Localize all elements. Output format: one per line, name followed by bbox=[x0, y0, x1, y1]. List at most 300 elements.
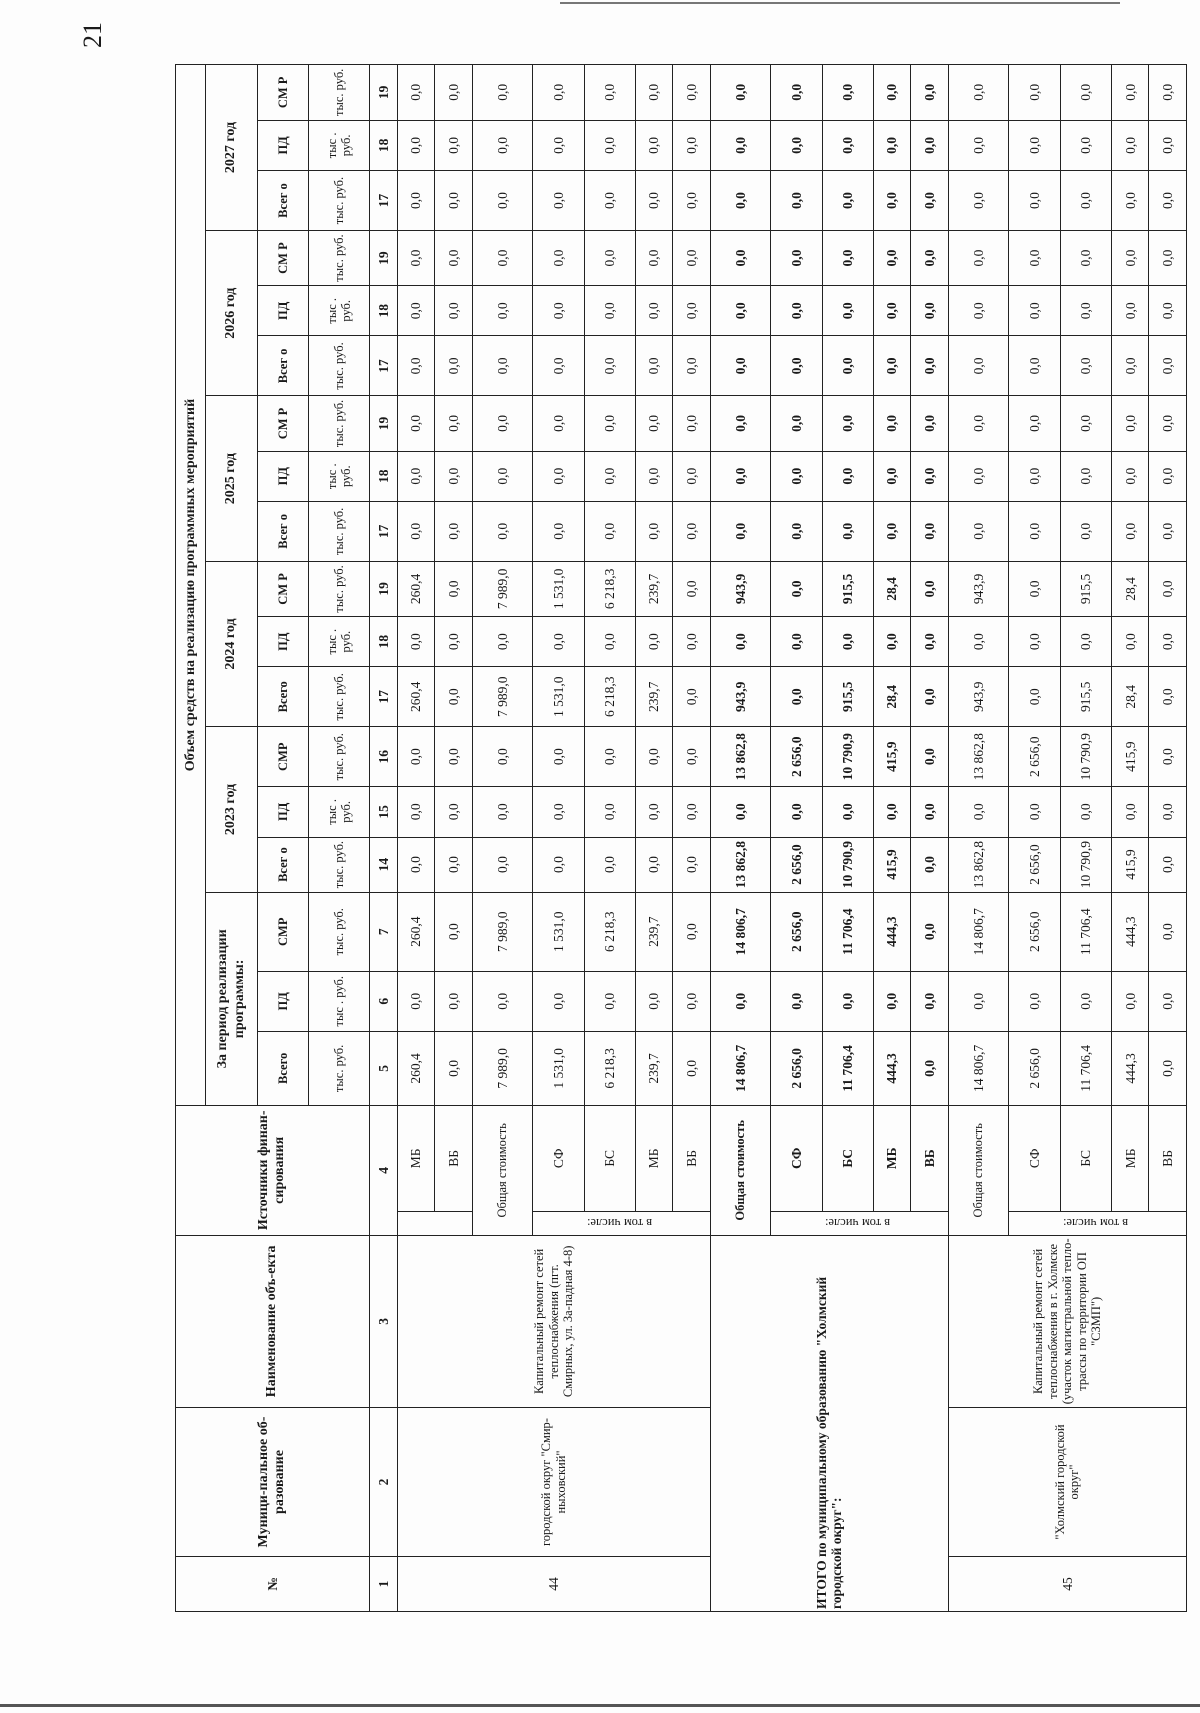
hdr-unit: тыс. руб. bbox=[309, 501, 370, 561]
value-cell-zero: 0,0 bbox=[710, 396, 771, 451]
finance-source-vb: ВБ bbox=[673, 1106, 710, 1212]
value-cell: 415,9 bbox=[874, 837, 911, 892]
value-cell-zero: 0,0 bbox=[1009, 451, 1060, 501]
col-number: 18 bbox=[369, 451, 397, 501]
including-label bbox=[771, 1211, 948, 1235]
value-cell-zero: 0,0 bbox=[822, 65, 873, 121]
value-cell: 0,0 bbox=[911, 727, 948, 787]
value-cell-zero: 0,0 bbox=[874, 286, 911, 336]
value-cell: 415,9 bbox=[1112, 837, 1149, 892]
value-cell-zero: 0,0 bbox=[635, 120, 672, 170]
value-cell-zero: 0,0 bbox=[771, 286, 822, 336]
value-cell-zero: 0,0 bbox=[673, 451, 710, 501]
hdr-col-pd: ПД bbox=[257, 616, 308, 666]
value-cell-zero: 0,0 bbox=[533, 451, 584, 501]
col-number: 17 bbox=[369, 667, 397, 727]
value-cell-zero: 0,0 bbox=[673, 501, 710, 561]
municipality-cell: "Холмский городской округ" bbox=[948, 1408, 1186, 1557]
value-cell-zero: 0,0 bbox=[635, 336, 672, 396]
value-cell: 2 656,0 bbox=[1009, 727, 1060, 787]
municipality-cell: городской округ "Смир-ныховский" bbox=[397, 1408, 710, 1557]
value-cell: 10 790,9 bbox=[1060, 837, 1111, 892]
value-cell: 0,0 bbox=[822, 787, 873, 837]
finance-source-sf: СФ bbox=[1009, 1106, 1060, 1212]
value-cell: 0,0 bbox=[635, 727, 672, 787]
value-cell-zero: 0,0 bbox=[1009, 501, 1060, 561]
value-cell-zero: 0,0 bbox=[822, 286, 873, 336]
value-cell-zero: 0,0 bbox=[584, 396, 635, 451]
value-cell-zero: 0,0 bbox=[533, 501, 584, 561]
value-cell-zero: 0,0 bbox=[710, 65, 771, 121]
hdr-col-smr-split: СМ Р bbox=[257, 396, 308, 451]
value-cell-zero: 0,0 bbox=[472, 286, 533, 336]
col-number: 3 bbox=[369, 1235, 397, 1408]
col-number: 18 bbox=[369, 120, 397, 170]
value-cell-zero: 0,0 bbox=[584, 451, 635, 501]
value-cell-zero: 0,0 bbox=[673, 120, 710, 170]
value-cell: 1 531,0 bbox=[533, 561, 584, 616]
value-cell-zero: 0,0 bbox=[533, 286, 584, 336]
value-cell-zero: 0,0 bbox=[822, 171, 873, 231]
value-cell-zero: 0,0 bbox=[948, 286, 1009, 336]
value-cell: 0,0 bbox=[948, 971, 1009, 1031]
value-cell-zero: 0,0 bbox=[1009, 120, 1060, 170]
value-cell-zero: 0,0 bbox=[397, 396, 434, 451]
value-cell-zero: 0,0 bbox=[533, 230, 584, 285]
value-cell-zero: 0,0 bbox=[435, 396, 472, 451]
value-cell: 0,0 bbox=[1149, 667, 1187, 727]
value-cell: 0,0 bbox=[1149, 1031, 1187, 1105]
value-cell-zero: 0,0 bbox=[710, 230, 771, 285]
value-cell: 0,0 bbox=[1149, 892, 1187, 971]
hdr-unit: тыс . руб. bbox=[309, 616, 370, 666]
hdr-num: № bbox=[176, 1556, 370, 1611]
value-cell: 6 218,3 bbox=[584, 561, 635, 616]
value-cell-zero: 0,0 bbox=[874, 120, 911, 170]
finance-source-mb: МБ bbox=[397, 1106, 434, 1212]
value-cell: 0,0 bbox=[673, 1031, 710, 1105]
finance-source-bs: БС bbox=[1060, 1106, 1111, 1212]
value-cell-zero: 0,0 bbox=[874, 396, 911, 451]
including-label-text: в том числе: bbox=[1063, 1216, 1129, 1231]
value-cell: 260,4 bbox=[397, 667, 434, 727]
value-cell: 0,0 bbox=[533, 787, 584, 837]
value-cell-zero: 0,0 bbox=[1009, 171, 1060, 231]
value-cell: 0,0 bbox=[1060, 971, 1111, 1031]
value-cell: 7 989,0 bbox=[472, 561, 533, 616]
value-cell: 7 989,0 bbox=[472, 892, 533, 971]
value-cell-zero: 0,0 bbox=[1149, 451, 1187, 501]
value-cell-zero: 0,0 bbox=[1149, 171, 1187, 231]
value-cell: 28,4 bbox=[874, 667, 911, 727]
value-cell: 13 862,8 bbox=[710, 837, 771, 892]
value-cell: 0,0 bbox=[673, 616, 710, 666]
finance-source-sf: СФ bbox=[771, 1106, 822, 1212]
value-cell: 10 790,9 bbox=[822, 727, 873, 787]
value-cell: 0,0 bbox=[533, 727, 584, 787]
including-label bbox=[1009, 1211, 1187, 1235]
value-cell-zero: 0,0 bbox=[397, 120, 434, 170]
value-cell-zero: 0,0 bbox=[1009, 336, 1060, 396]
value-cell-zero: 0,0 bbox=[1112, 120, 1149, 170]
value-cell: 943,9 bbox=[710, 667, 771, 727]
value-cell: 0,0 bbox=[584, 837, 635, 892]
value-cell-zero: 0,0 bbox=[1112, 501, 1149, 561]
value-cell-zero: 0,0 bbox=[874, 501, 911, 561]
col-number: 17 bbox=[369, 501, 397, 561]
hdr-unit: тыс. руб. bbox=[309, 65, 370, 121]
hdr-unit: тыс . руб. bbox=[309, 286, 370, 336]
value-cell-zero: 0,0 bbox=[673, 396, 710, 451]
value-cell-zero: 0,0 bbox=[635, 451, 672, 501]
value-cell: 14 806,7 bbox=[710, 1031, 771, 1105]
value-cell: 0,0 bbox=[1149, 616, 1187, 666]
col-number: 14 bbox=[369, 837, 397, 892]
value-cell: 0,0 bbox=[771, 971, 822, 1031]
value-cell-zero: 0,0 bbox=[911, 120, 948, 170]
value-cell-zero: 0,0 bbox=[710, 120, 771, 170]
value-cell: 0,0 bbox=[771, 561, 822, 616]
value-cell: 0,0 bbox=[472, 787, 533, 837]
hdr-year-2024: 2024 год bbox=[206, 561, 257, 726]
value-cell: 6 218,3 bbox=[584, 892, 635, 971]
value-cell: 0,0 bbox=[435, 667, 472, 727]
value-cell-zero: 0,0 bbox=[635, 171, 672, 231]
value-cell-zero: 0,0 bbox=[533, 171, 584, 231]
value-cell: 415,9 bbox=[874, 727, 911, 787]
value-cell-zero: 0,0 bbox=[1009, 286, 1060, 336]
hdr-col-vsego: Всего bbox=[257, 1031, 308, 1105]
col-number: 18 bbox=[369, 616, 397, 666]
value-cell-zero: 0,0 bbox=[948, 171, 1009, 231]
value-cell: 11 706,4 bbox=[1060, 1031, 1111, 1105]
value-cell: 0,0 bbox=[1060, 787, 1111, 837]
value-cell-zero: 0,0 bbox=[435, 120, 472, 170]
hdr-col-pd: ПД bbox=[257, 120, 308, 170]
value-cell: 915,5 bbox=[822, 667, 873, 727]
hdr-year-2025: 2025 год bbox=[206, 396, 257, 561]
value-cell-zero: 0,0 bbox=[673, 171, 710, 231]
value-cell-zero: 0,0 bbox=[948, 451, 1009, 501]
value-cell: 0,0 bbox=[397, 787, 434, 837]
value-cell: 0,0 bbox=[911, 667, 948, 727]
value-cell: 11 706,4 bbox=[1060, 892, 1111, 971]
value-cell: 0,0 bbox=[911, 892, 948, 971]
hdr-unit: тыс. руб. bbox=[309, 171, 370, 231]
object-name-cell: Капитальный ремонт сетей теплоснабжения в г. Холмске (участок магистральной тепло-трассы по территории ОП "СЗМП") bbox=[948, 1235, 1186, 1408]
finance-source-vb: ВБ bbox=[1149, 1106, 1187, 1212]
including-label-text: в том числе: bbox=[825, 1216, 891, 1231]
hdr-col-pd: ПД bbox=[257, 787, 308, 837]
value-cell-zero: 0,0 bbox=[710, 171, 771, 231]
value-cell: 1 531,0 bbox=[533, 1031, 584, 1105]
value-cell-zero: 0,0 bbox=[584, 286, 635, 336]
value-cell-zero: 0,0 bbox=[584, 230, 635, 285]
value-cell: 14 806,7 bbox=[948, 1031, 1009, 1105]
value-cell: 0,0 bbox=[435, 1031, 472, 1105]
hdr-object-name: Наименование объ-екта bbox=[176, 1235, 370, 1408]
value-cell: 0,0 bbox=[635, 971, 672, 1031]
value-cell: 0,0 bbox=[771, 616, 822, 666]
value-cell-zero: 0,0 bbox=[435, 336, 472, 396]
value-cell: 28,4 bbox=[874, 561, 911, 616]
value-cell-zero: 0,0 bbox=[435, 171, 472, 231]
finance-source-total_cost: Общая стоимость bbox=[948, 1106, 1009, 1235]
value-cell-zero: 0,0 bbox=[771, 451, 822, 501]
value-cell: 444,3 bbox=[1112, 1031, 1149, 1105]
including-label bbox=[533, 1211, 710, 1235]
value-cell: 0,0 bbox=[673, 971, 710, 1031]
value-cell-zero: 0,0 bbox=[472, 230, 533, 285]
value-cell-zero: 0,0 bbox=[1060, 396, 1111, 451]
value-cell: 0,0 bbox=[822, 971, 873, 1031]
value-cell: 0,0 bbox=[911, 561, 948, 616]
value-cell-zero: 0,0 bbox=[533, 120, 584, 170]
value-cell-zero: 0,0 bbox=[397, 171, 434, 231]
hdr-finance-source: Источники финан-сирования bbox=[176, 1106, 370, 1235]
value-cell-zero: 0,0 bbox=[948, 396, 1009, 451]
value-cell: 6 218,3 bbox=[584, 1031, 635, 1105]
hdr-unit: тыс. руб. bbox=[309, 561, 370, 616]
value-cell: 0,0 bbox=[911, 1031, 948, 1105]
value-cell-zero: 0,0 bbox=[1112, 336, 1149, 396]
value-cell: 0,0 bbox=[1112, 971, 1149, 1031]
value-cell-zero: 0,0 bbox=[472, 451, 533, 501]
value-cell: 0,0 bbox=[1112, 616, 1149, 666]
value-cell-zero: 0,0 bbox=[635, 396, 672, 451]
value-cell-zero: 0,0 bbox=[1112, 171, 1149, 231]
value-cell-zero: 0,0 bbox=[822, 120, 873, 170]
value-cell-zero: 0,0 bbox=[1149, 336, 1187, 396]
value-cell-zero: 0,0 bbox=[1149, 120, 1187, 170]
value-cell-zero: 0,0 bbox=[822, 451, 873, 501]
value-cell-zero: 0,0 bbox=[822, 396, 873, 451]
value-cell: 0,0 bbox=[472, 837, 533, 892]
value-cell-zero: 0,0 bbox=[948, 120, 1009, 170]
value-cell-zero: 0,0 bbox=[584, 501, 635, 561]
value-cell: 2 656,0 bbox=[771, 892, 822, 971]
row-number: 44 bbox=[397, 1556, 710, 1611]
value-cell-zero: 0,0 bbox=[874, 451, 911, 501]
col-number: 18 bbox=[369, 286, 397, 336]
value-cell: 0,0 bbox=[710, 616, 771, 666]
value-cell-zero: 0,0 bbox=[673, 336, 710, 396]
col-number: 15 bbox=[369, 787, 397, 837]
value-cell: 0,0 bbox=[822, 616, 873, 666]
value-cell-zero: 0,0 bbox=[1112, 451, 1149, 501]
value-cell-zero: 0,0 bbox=[1149, 286, 1187, 336]
hdr-unit: тыс. руб. bbox=[309, 727, 370, 787]
value-cell: 915,5 bbox=[1060, 667, 1111, 727]
value-cell-zero: 0,0 bbox=[435, 286, 472, 336]
value-cell-zero: 0,0 bbox=[635, 286, 672, 336]
hdr-col-vsego-split: Всег о bbox=[257, 336, 308, 396]
value-cell-zero: 0,0 bbox=[874, 65, 911, 121]
value-cell: 0,0 bbox=[435, 971, 472, 1031]
value-cell-zero: 0,0 bbox=[771, 120, 822, 170]
finance-source-mb: МБ bbox=[635, 1106, 672, 1212]
value-cell: 239,7 bbox=[635, 892, 672, 971]
hdr-year-2027: 2027 год bbox=[206, 65, 257, 231]
page-number: 21 bbox=[78, 22, 107, 48]
value-cell-zero: 0,0 bbox=[533, 65, 584, 121]
col-number: 2 bbox=[369, 1408, 397, 1557]
value-cell: 915,5 bbox=[822, 561, 873, 616]
hdr-unit: тыс. руб. bbox=[309, 892, 370, 971]
col-number: 16 bbox=[369, 727, 397, 787]
value-cell: 0,0 bbox=[948, 787, 1009, 837]
value-cell: 2 656,0 bbox=[1009, 837, 1060, 892]
col-number: 19 bbox=[369, 65, 397, 121]
value-cell: 0,0 bbox=[397, 616, 434, 666]
value-cell: 0,0 bbox=[397, 837, 434, 892]
value-cell: 0,0 bbox=[584, 787, 635, 837]
value-cell: 260,4 bbox=[397, 561, 434, 616]
value-cell: 0,0 bbox=[1009, 667, 1060, 727]
value-cell-zero: 0,0 bbox=[1060, 230, 1111, 285]
value-cell-zero: 0,0 bbox=[472, 65, 533, 121]
value-cell: 0,0 bbox=[435, 727, 472, 787]
value-cell: 0,0 bbox=[673, 727, 710, 787]
value-cell-zero: 0,0 bbox=[948, 230, 1009, 285]
hdr-unit: тыс. руб. bbox=[309, 336, 370, 396]
value-cell: 13 862,8 bbox=[948, 727, 1009, 787]
value-cell: 10 790,9 bbox=[1060, 727, 1111, 787]
value-cell: 0,0 bbox=[673, 837, 710, 892]
value-cell: 943,9 bbox=[948, 561, 1009, 616]
hdr-col-pd: ПД bbox=[257, 971, 308, 1031]
value-cell: 0,0 bbox=[397, 971, 434, 1031]
hdr-period: За период реализации программы: bbox=[206, 892, 257, 1105]
col-number: 7 bbox=[369, 892, 397, 971]
value-cell-zero: 0,0 bbox=[771, 501, 822, 561]
value-cell: 0,0 bbox=[1149, 971, 1187, 1031]
value-cell: 7 989,0 bbox=[472, 667, 533, 727]
value-cell: 0,0 bbox=[435, 892, 472, 971]
total-row-label: ИТОГО по муниципальному образованию "Холмский городской округ": bbox=[710, 1235, 948, 1611]
value-cell-zero: 0,0 bbox=[911, 230, 948, 285]
value-cell: 0,0 bbox=[635, 837, 672, 892]
value-cell: 0,0 bbox=[874, 971, 911, 1031]
value-cell-zero: 0,0 bbox=[1149, 396, 1187, 451]
value-cell-zero: 0,0 bbox=[673, 65, 710, 121]
value-cell: 2 656,0 bbox=[771, 837, 822, 892]
col-number: 1 bbox=[369, 1556, 397, 1611]
value-cell-zero: 0,0 bbox=[1112, 286, 1149, 336]
value-cell-zero: 0,0 bbox=[584, 336, 635, 396]
value-cell-zero: 0,0 bbox=[1009, 230, 1060, 285]
value-cell-zero: 0,0 bbox=[472, 336, 533, 396]
value-cell-zero: 0,0 bbox=[1149, 65, 1187, 121]
value-cell: 239,7 bbox=[635, 667, 672, 727]
hdr-unit: тыс . руб. bbox=[309, 787, 370, 837]
finance-source-bs: БС bbox=[584, 1106, 635, 1212]
value-cell: 11 706,4 bbox=[822, 892, 873, 971]
value-cell: 0,0 bbox=[1149, 787, 1187, 837]
value-cell-zero: 0,0 bbox=[533, 336, 584, 396]
value-cell-zero: 0,0 bbox=[1060, 65, 1111, 121]
scan-artifact-line bbox=[560, 2, 1120, 4]
finance-source-vb: ВБ bbox=[435, 1106, 472, 1212]
value-cell: 0,0 bbox=[584, 727, 635, 787]
value-cell-zero: 0,0 bbox=[1060, 120, 1111, 170]
value-cell: 0,0 bbox=[1060, 616, 1111, 666]
hdr-col-smr: СМР bbox=[257, 892, 308, 971]
value-cell: 0,0 bbox=[771, 667, 822, 727]
col-number: 17 bbox=[369, 171, 397, 231]
col-number: 19 bbox=[369, 561, 397, 616]
value-cell: 943,9 bbox=[948, 667, 1009, 727]
value-cell: 0,0 bbox=[874, 787, 911, 837]
value-cell: 0,0 bbox=[472, 727, 533, 787]
value-cell: 0,0 bbox=[435, 837, 472, 892]
hdr-col-smr-split: СМ Р bbox=[257, 561, 308, 616]
value-cell: 2 656,0 bbox=[771, 1031, 822, 1105]
value-cell: 0,0 bbox=[1009, 561, 1060, 616]
hdr-unit: тыс . руб. bbox=[309, 120, 370, 170]
value-cell: 0,0 bbox=[948, 616, 1009, 666]
scan-artifact-line bbox=[0, 1704, 1200, 1707]
value-cell-zero: 0,0 bbox=[911, 286, 948, 336]
value-cell-zero: 0,0 bbox=[1060, 171, 1111, 231]
value-cell-zero: 0,0 bbox=[874, 171, 911, 231]
including-label-text: в том числе: bbox=[587, 1216, 653, 1231]
value-cell: 28,4 bbox=[1112, 667, 1149, 727]
value-cell-zero: 0,0 bbox=[584, 171, 635, 231]
value-cell: 0,0 bbox=[911, 971, 948, 1031]
value-cell-zero: 0,0 bbox=[911, 171, 948, 231]
hdr-unit: тыс. руб. bbox=[309, 1031, 370, 1105]
table-row bbox=[710, 65, 771, 1612]
object-name-cell: Капитальный ремонт сетей теплоснабжения (пгт. Смирных, ул. За-падная 4-8) bbox=[397, 1235, 710, 1408]
value-cell: 28,4 bbox=[1112, 561, 1149, 616]
value-cell-zero: 0,0 bbox=[771, 336, 822, 396]
col-number: 19 bbox=[369, 230, 397, 285]
value-cell-zero: 0,0 bbox=[710, 286, 771, 336]
value-cell: 0,0 bbox=[673, 667, 710, 727]
value-cell: 1 531,0 bbox=[533, 667, 584, 727]
value-cell: 0,0 bbox=[911, 787, 948, 837]
value-cell: 13 862,8 bbox=[948, 837, 1009, 892]
value-cell-zero: 0,0 bbox=[472, 120, 533, 170]
value-cell-zero: 0,0 bbox=[1060, 501, 1111, 561]
value-cell: 2 656,0 bbox=[771, 727, 822, 787]
value-cell-zero: 0,0 bbox=[948, 336, 1009, 396]
value-cell: 0,0 bbox=[397, 727, 434, 787]
finance-source-sf: СФ bbox=[533, 1106, 584, 1212]
value-cell-zero: 0,0 bbox=[635, 65, 672, 121]
value-cell: 0,0 bbox=[673, 561, 710, 616]
value-cell: 14 806,7 bbox=[948, 892, 1009, 971]
value-cell-zero: 0,0 bbox=[1009, 65, 1060, 121]
finance-source-total_cost: Общая стоимость bbox=[472, 1106, 533, 1235]
value-cell-zero: 0,0 bbox=[472, 171, 533, 231]
value-cell: 0,0 bbox=[710, 787, 771, 837]
table-row bbox=[397, 65, 434, 1612]
value-cell-zero: 0,0 bbox=[710, 336, 771, 396]
value-cell-zero: 0,0 bbox=[435, 501, 472, 561]
hdr-unit: тыс. руб. bbox=[309, 667, 370, 727]
value-cell: 943,9 bbox=[710, 561, 771, 616]
value-cell: 260,4 bbox=[397, 1031, 434, 1105]
value-cell: 0,0 bbox=[673, 787, 710, 837]
finance-source-mb: МБ bbox=[874, 1106, 911, 1212]
value-cell: 0,0 bbox=[911, 837, 948, 892]
col-number: 5 bbox=[369, 1031, 397, 1105]
hdr-unit: тыс. руб. bbox=[309, 396, 370, 451]
value-cell-zero: 0,0 bbox=[771, 65, 822, 121]
value-cell-zero: 0,0 bbox=[911, 396, 948, 451]
